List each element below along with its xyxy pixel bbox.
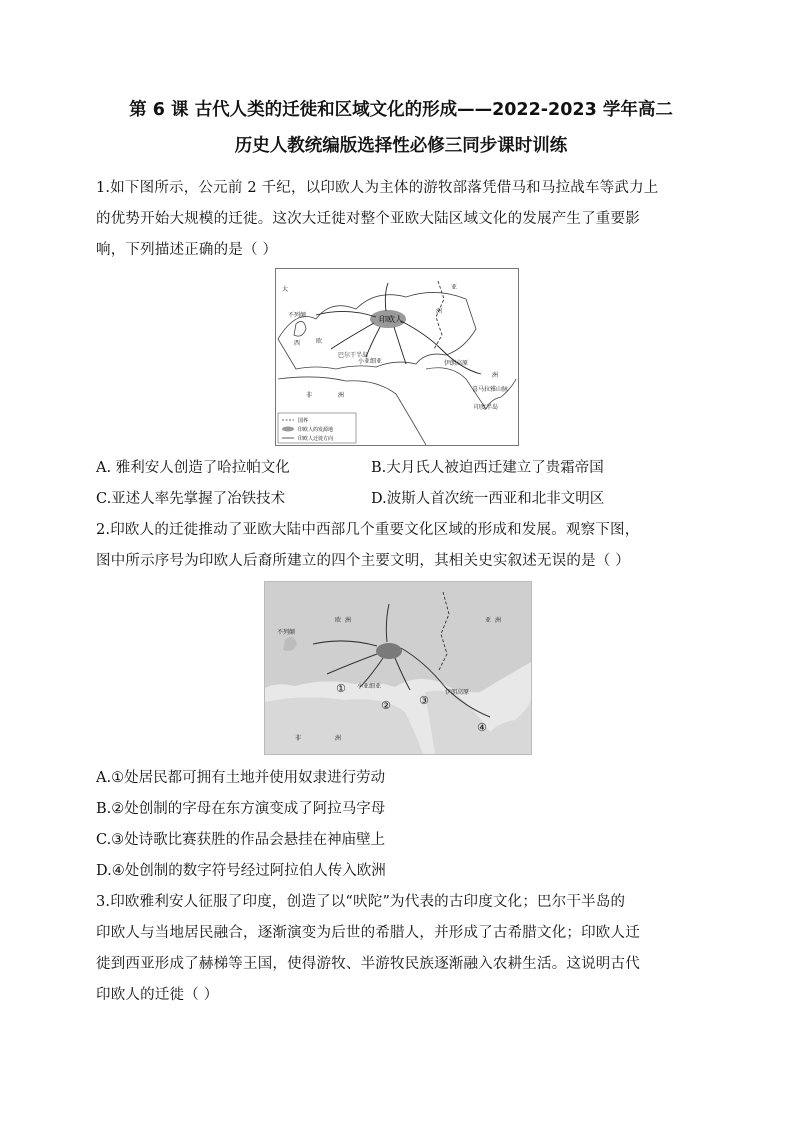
q2-map-label-britain: 不列颠 bbox=[277, 629, 296, 636]
q1-map-label-india: 印度半岛 bbox=[474, 404, 499, 411]
q2-option-a[interactable]: A.①处居民都可拥有土地并使用奴隶进行劳动 bbox=[96, 770, 386, 786]
q1-map-label-himalaya: 喜马拉雅山脉 bbox=[472, 386, 509, 393]
q1-map-legend bbox=[278, 413, 356, 443]
q1-map-label-da: 大 bbox=[282, 286, 289, 293]
q2-map-label-zhou-ou: 洲 bbox=[345, 617, 352, 624]
q2-map-label-fei: 非 bbox=[295, 735, 302, 742]
q2-marker-3: ③ bbox=[419, 694, 429, 707]
q2-map-label-ya: 亚 bbox=[485, 617, 492, 624]
q1-map-label-fei: 非 bbox=[306, 392, 313, 399]
q2-stem-line-1: 2.印欧人的迁徙推动了亚欧大陆中西部几个重要文化区域的形成和发展。观察下图， bbox=[96, 522, 640, 538]
q1-option-c[interactable]: C.亚述人率先掌握了冶铁技术 bbox=[96, 491, 286, 507]
q2-civilization-map bbox=[264, 581, 532, 755]
q1-stem-line-3: 响，下列描述正确的是（ ） bbox=[96, 242, 278, 258]
q1-map-label-zhou-2: 洲 bbox=[338, 392, 345, 399]
q2-map-label-zhou-ya: 洲 bbox=[495, 617, 502, 624]
title-line-2: 历史人教统编版选择性必修三同步课时训练 bbox=[234, 136, 568, 156]
q3-stem-line-4: 印欧人的迁徙（ ） bbox=[96, 987, 219, 1003]
q3-stem-line-3: 徙到西亚形成了赫梯等王国，使得游牧、半游牧民族逐渐融入农耕生活。这说明古代 bbox=[96, 956, 640, 972]
q2-option-d[interactable]: D.④处创制的数字符号经过阿拉伯人传入欧洲 bbox=[96, 863, 386, 879]
q2-map-label-asia-minor: 小亚细亚 bbox=[357, 683, 382, 690]
q2-map-label-zhou: 洲 bbox=[335, 735, 342, 742]
q1-map-label-britain: 不列颠 bbox=[288, 312, 307, 319]
q1-stem-line-2: 的优势开始大规模的迁徙。这次大迁徙对整个亚欧大陆区域文化的发展产生了重要影 bbox=[96, 211, 640, 227]
q1-map-label-zhou-3: 洲 bbox=[492, 372, 499, 379]
q2-option-b[interactable]: B.②处创制的字母在东方演变成了阿拉马字母 bbox=[96, 801, 386, 817]
q3-stem-line-1: 3.印欧雅利安人征服了印度，创造了以“吠陀”为代表的古印度文化；巴尔干半岛的 bbox=[96, 894, 626, 910]
title-line-1: 第 6 课 古代人类的迁徙和区域文化的形成——2022-2023 学年高二 bbox=[129, 100, 673, 120]
q2-map-label-ou: 欧 bbox=[335, 617, 342, 624]
q2-origin-ellipse bbox=[376, 643, 402, 659]
q2-map-svg bbox=[265, 582, 531, 754]
q1-map-label-ou: 欧 bbox=[316, 338, 323, 345]
q2-marker-4: ④ bbox=[477, 721, 487, 734]
q1-map-svg bbox=[276, 269, 518, 445]
q2-option-c[interactable]: C.③处诗歌比赛获胜的作品会悬挂在神庙壁上 bbox=[96, 832, 386, 848]
q3-stem-line-2: 印欧人与当地居民融合，逐渐演变为后世的希腊人，并形成了古希腊文化；印欧人迁 bbox=[96, 925, 640, 941]
q1-map-label-ya: 亚 bbox=[451, 284, 458, 291]
q1-option-a[interactable]: A. 雅利安人创造了哈拉帕文化 bbox=[96, 460, 290, 476]
q1-map-label-xi: 西 bbox=[294, 340, 301, 347]
q2-stem-line-2: 图中所示序号为印欧人后裔所建立的四个主要文明，其相关史实叙述无误的是（ ） bbox=[96, 553, 631, 569]
q1-option-d[interactable]: D.波斯人首次统一西亚和北非文明区 bbox=[371, 491, 605, 507]
q2-marker-2: ② bbox=[381, 699, 391, 712]
q1-map-label-zhou: 洲 bbox=[436, 308, 443, 315]
q1-stem-line-1: 1.如下图所示，公元前 2 千纪，以印欧人为主体的游牧部落凭借马和马拉战车等武力上 bbox=[96, 180, 659, 196]
q1-legend-direction: 印欧人迁徙方向 bbox=[298, 436, 334, 442]
q1-map-label-origin: 印欧人 bbox=[379, 315, 403, 324]
q1-legend-border: 国界 bbox=[298, 418, 309, 424]
q2-map-label-iran: 伊朗高原 bbox=[445, 689, 470, 696]
q1-map-label-asia-minor: 小亚细亚 bbox=[358, 358, 383, 365]
q1-map-label-iran: 伊朗高原 bbox=[444, 360, 469, 367]
q2-marker-1: ① bbox=[336, 682, 346, 695]
q1-option-b[interactable]: B.大月氏人被迫西迁建立了贵霜帝国 bbox=[371, 460, 604, 476]
q1-migration-map bbox=[275, 268, 519, 446]
q1-legend-origin: 印欧人的发源地 bbox=[298, 427, 334, 433]
q1-map-label-balkan: 巴尔干半岛 bbox=[338, 352, 369, 359]
